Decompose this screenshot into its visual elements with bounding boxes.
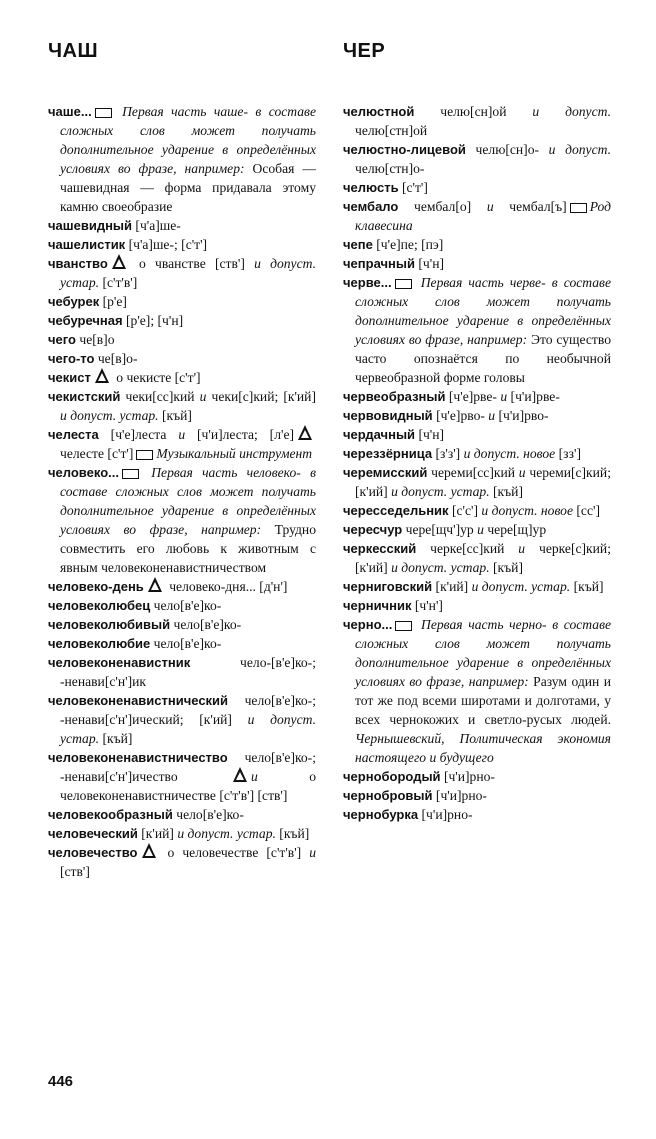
page-number: 446 [48,1073,74,1090]
entry-pronunciation: чере[щч']ур [402,522,478,537]
entry-pronunciation: [ств'] [60,864,90,879]
entry-pronunciation: чембал[ъ] [493,199,567,214]
entry-pronunciation: [с'т'] [398,180,428,195]
dictionary-entry [343,197,611,235]
dictionary-entry [343,520,611,539]
entry-headword: чепе [343,237,373,252]
entry-pronunciation: [ч'е]рве- [445,389,501,404]
entry-pronunciation: чере[щ]ур [483,522,547,537]
dictionary-entry [343,501,611,520]
reference-box-icon [95,108,112,118]
entry-headword: челеста [48,427,99,442]
entry-qualifier: и допуст. [548,142,611,157]
entry-pronunciation: челю[стн]ой [355,123,428,138]
entry-headword: черкесский [343,541,417,556]
dictionary-entry [343,102,611,140]
entry-qualifier: и [477,522,484,537]
entry-pronunciation: [р'е] [99,294,127,309]
entry-pronunciation: [ч'а]ше-; [с'т'] [125,237,208,252]
entry-headword: чашелистик [48,237,126,252]
entry-headword: черно... [343,617,393,632]
reference-box-icon [395,621,412,631]
entry-pronunciation: челю[сн]ой [414,104,533,119]
stress-triangle-icon [112,254,126,269]
entry-pronunciation: черке[с]кий; [к'ий] [355,541,611,575]
entry-pronunciation: [ч'е]рво- [432,408,489,423]
entry-headword: черничник [343,598,412,613]
stress-triangle-icon [148,577,162,592]
dictionary-entry [48,653,316,691]
entry-pronunciation: че[в]о [75,332,115,347]
entry-pronunciation: челю[сн]о- [465,142,549,157]
entry-pronunciation: [ч'и]рно- [418,807,473,822]
dictionary-entry [343,596,611,615]
entry-qualifier: и [251,769,258,784]
entry-pronunciation: [къй] [99,731,133,746]
entry-pronunciation: череми[с]кий; [к'ий] [355,465,611,499]
entry-pronunciation: [ч'а]ше- [132,218,181,233]
entry-headword: чересседельник [343,503,449,518]
dictionary-entry [343,387,611,406]
running-head-left: ЧАШ [48,40,99,62]
dictionary-entry [343,786,611,805]
entry-pronunciation: [ч'и]рво- [495,408,549,423]
entry-pronunciation: чеки[сс]кий [120,389,200,404]
reference-box-icon [122,469,139,479]
entry-pronunciation: [къй] [158,408,192,423]
entry-headword: челюсть [343,180,399,195]
entry-pronunciation: чело[в'е]ко- [150,636,222,651]
running-head-right: ЧЕР [343,40,386,62]
dictionary-entry [343,577,611,596]
entry-pronunciation: челесте [с'т'] [60,446,134,461]
dictionary-entry [343,805,611,824]
entry-headword: чернобурка [343,807,419,822]
entry-pronunciation: [ч'и]рве- [507,389,560,404]
entry-pronunciation: Трудно совместить его любовь к животным с явным человеконенавистничеством [60,522,317,575]
entry-pronunciation: [къй] [489,560,523,575]
dictionary-entry [48,235,316,254]
dictionary-entry [48,748,316,805]
entry-headword: чебурек [48,294,100,309]
entry-note: Первая часть чаше- в составе сложных слов может получать дополнительное ударение в определённых условиях во фразе, например: [60,104,316,176]
entry-pronunciation: человеко-дня... [д'н'] [165,579,288,594]
entry-qualifier: и [518,541,526,556]
dictionary-entry [48,254,316,292]
dictionary-entry [343,235,611,254]
dictionary-entry [343,539,611,577]
entry-pronunciation: череми[сс]кий [427,465,519,480]
entry-definition: Род клавесина [355,199,611,233]
dictionary-entry [48,805,316,824]
right-column [343,102,611,824]
entry-pronunciation: че[в]о- [94,351,138,366]
entry-headword: человеколюбие [48,636,151,651]
dictionary-entry [48,368,316,387]
entry-pronunciation: чело[в'е]ко- [170,617,242,632]
reference-box-icon [570,203,587,213]
entry-pronunciation: [ч'е]пе; [пэ] [372,237,444,252]
entry-headword: чересчур [343,522,403,537]
entry-headword: человеколюбивый [48,617,171,632]
dictionary-entry [48,311,316,330]
entry-pronunciation: чеки[с]кий; [к'ий] [206,389,316,404]
entry-headword: чашевидный [48,218,133,233]
stress-triangle-icon [233,767,247,782]
entry-headword: человеконенавистничество [48,750,228,765]
entry-pronunciation: [ств'] [257,788,288,803]
entry-pronunciation: черке[сс]кий [416,541,519,556]
entry-qualifier: и допуст. устар. [60,712,316,746]
entry-pronunciation: [къй] [275,826,310,841]
entry-qualifier: и допуст. [532,104,611,119]
dictionary-entry [343,444,611,463]
entry-headword: червеобразный [343,389,446,404]
entry-headword: черниговский [343,579,433,594]
entry-qualifier: и [486,199,494,214]
entry-headword: червовидный [343,408,433,423]
entry-qualifier: и допуст. новое [481,503,573,518]
entry-pronunciation: [с'т'в'] [99,275,138,290]
entry-headword: чего [48,332,76,347]
entry-headword: человеко-день [48,579,144,594]
entry-headword: человеконенавистнический [48,693,229,708]
entry-headword: чекистский [48,389,121,404]
entry-headword: чернобровый [343,788,433,803]
entry-headword: чернобородый [343,769,441,784]
entry-qualifier: и [178,427,186,442]
dictionary-entry [48,292,316,311]
entry-pronunciation: [р'е]; [ч'н] [122,313,184,328]
dictionary-entry [48,463,316,577]
dictionary-entry [48,615,316,634]
reference-box-icon [136,450,153,460]
entry-headword: чванство [48,256,108,271]
entry-pronunciation: [зз'] [555,446,582,461]
entry-pronunciation: [з'з'] [432,446,464,461]
entry-note: Первая часть черно- в составе сложных слов может получать дополнительное ударение в определённых условиях во фразе, например: [355,617,611,689]
entry-pronunciation: Это существо часто опознаётся по необычной червеобразной форме головы [355,332,611,385]
dictionary-entry [343,767,611,786]
entry-pronunciation: [ч'е]леста [98,427,179,442]
entry-qualifier: и допуст. устар. [391,484,490,499]
entry-headword: череззёрница [343,446,433,461]
entry-qualifier: и допуст. устар. [471,579,571,594]
dictionary-entry [343,178,611,197]
entry-headword: чекист [48,370,91,385]
entry-qualifier: и [488,408,496,423]
entry-headword: человечество [48,845,138,860]
entry-pronunciation: Разум один и тот же под всеми широтами и долготами, у всех чернокожих и светло-русых людей. [355,674,611,727]
entry-pronunciation: [ч'н] [414,256,444,271]
entry-pronunciation: чело[в'е]ко-; -ненави[с'н']ичество [60,750,316,784]
entry-pronunciation: [ч'и]леста; [л'е] [185,427,295,442]
entry-headword: чембало [343,199,399,214]
dictionary-entry [48,634,316,653]
entry-pronunciation: [ч'н'] [411,598,443,613]
dictionary-entry [48,425,316,463]
entry-headword: человекообразный [48,807,173,822]
entry-pronunciation: [къй] [570,579,604,594]
entry-headword: человеколюбец [48,598,151,613]
dictionary-entry [343,140,611,178]
dictionary-entry [48,824,316,843]
entry-note: Первая часть черве- в составе сложных слов может получать дополнительное ударение в определённых условиях во фразе, например: [355,275,611,347]
stress-triangle-icon [142,843,156,858]
dictionary-entry [343,406,611,425]
dictionary-entry [48,330,316,349]
entry-pronunciation: чело[в'е]ко- [150,598,222,613]
stress-triangle-icon [95,368,109,383]
entry-pronunciation: [ч'и]рно- [432,788,487,803]
entry-headword: человеческий [48,826,138,841]
entry-qualifier: и [199,389,207,404]
entry-headword: чепрачный [343,256,415,271]
entry-pronunciation: [с'с'] [448,503,482,518]
entry-headword: челюстной [343,104,415,119]
dictionary-entry [48,216,316,235]
dictionary-entry [48,102,316,216]
entry-qualifier: и [309,845,316,860]
entry-qualifier: и допуст. новое [463,446,556,461]
entry-pronunciation: о человеконенавистничестве [с'т'в'] [60,769,316,803]
entry-headword: черве... [343,275,392,290]
entry-pronunciation: о чванстве [ств'] [129,256,255,271]
entry-pronunciation: Особая — чашевидная — форма придавала этому камню своеобразие [60,161,316,214]
entry-qualifier: и допуст. устар. [60,408,159,423]
entry-headword: челюстно-лицевой [343,142,466,157]
dictionary-entry [48,577,316,596]
entry-qualifier: и допуст. устар. [60,256,316,290]
entry-pronunciation: чело[в'е]ко-; -ненави[с'н']ический; [к'ий] [60,693,316,727]
dictionary-entry [343,425,611,444]
dictionary-entry [48,843,316,881]
entry-pronunciation: чембал[о] [398,199,487,214]
entry-pronunciation: чело-[в'е]ко-; -ненави[с'н']ик [60,655,316,689]
entry-pronunciation: [к'ий] [432,579,472,594]
entry-pronunciation: [сс'] [573,503,600,518]
left-column [48,102,316,881]
entry-headword: черемисский [343,465,428,480]
stress-triangle-icon [298,425,312,440]
entry-headword: чердачный [343,427,416,442]
entry-pronunciation: чело[в'е]ко- [172,807,244,822]
dictionary-entry [48,387,316,425]
entry-pronunciation: о человечестве [с'т'в'] [159,845,310,860]
entry-pronunciation: [ч'и]рно- [440,769,495,784]
dictionary-entry [48,349,316,368]
entry-headword: чаше... [48,104,92,119]
dictionary-entry [48,691,316,748]
dictionary-entry [343,273,611,387]
dictionary-entry [343,615,611,767]
entry-pronunciation: [къй] [489,484,523,499]
dictionary-entry [48,596,316,615]
entry-headword: чего-то [48,351,95,366]
entry-headword: чебуречная [48,313,123,328]
entry-qualifier: и [500,389,508,404]
entry-pronunciation: о чекисте [с'т'] [112,370,201,385]
entry-definition: Музыкальный инструмент [156,446,313,461]
entry-headword: человеконенавистник [48,655,191,670]
entry-qualifier: и допуст. устар. [391,560,490,575]
dictionary-entry [343,463,611,501]
entry-pronunciation: [к'ий] [137,826,178,841]
entry-qualifier: и допуст. устар. [177,826,276,841]
entry-note: Первая часть человеко- в составе сложных слов может получать дополнительное ударение в определённых условиях во фразе, например: [60,465,316,537]
entry-pronunciation: челю[стн]о- [355,161,425,176]
entry-pronunciation: [ч'н] [415,427,445,442]
entry-headword: человеко... [48,465,119,480]
entry-qualifier: и [518,465,526,480]
reference-box-icon [395,279,412,289]
entry-citation: Чернышевский, Политическая экономия настоящего и будущего [355,731,611,765]
dictionary-entry [343,254,611,273]
